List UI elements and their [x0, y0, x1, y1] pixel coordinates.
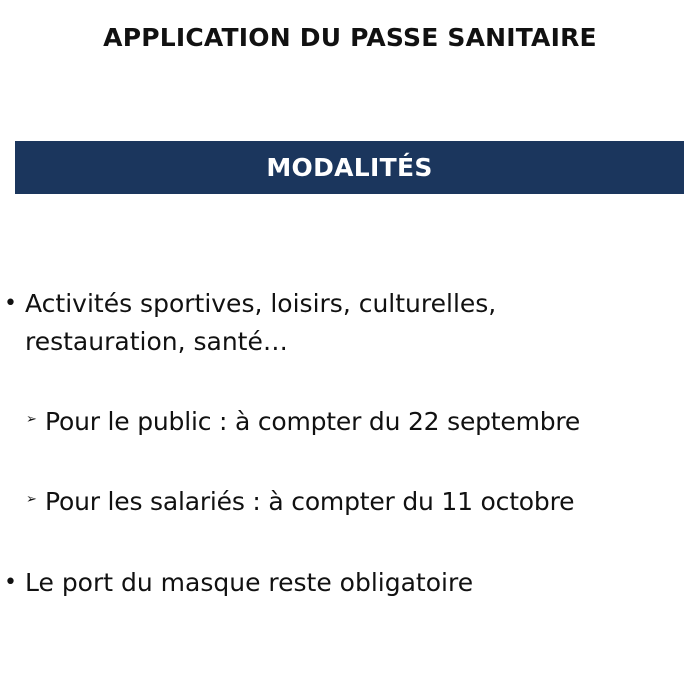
sub-bullet-employees [0, 483, 700, 521]
arrow-bullet-icon: ➢ [26, 492, 37, 507]
section-banner-label: MODALITÉS [266, 153, 433, 182]
bullet-dot-icon: • [4, 570, 17, 595]
bullet-item-activities [0, 285, 700, 361]
bullet-text-line-2: restauration, santé… [25, 327, 288, 356]
bullet-item-mask [0, 564, 700, 602]
slide-title: APPLICATION DU PASSE SANITAIRE [103, 23, 597, 52]
sub-bullet-public [0, 403, 700, 441]
arrow-bullet-icon: ➢ [26, 412, 37, 427]
sub-bullet-text: Pour le public : à compter du 22 septembre [45, 407, 581, 436]
bullet-text-line-1: Activités sportives, loisirs, culturelles, [25, 289, 497, 318]
sub-bullet-text: Pour les salariés : à compter du 11 octobre [45, 487, 575, 516]
bullet-dot-icon: • [4, 291, 17, 316]
bullet-text-line-1: Le port du masque reste obligatoire [25, 568, 474, 597]
section-banner [15, 141, 684, 194]
